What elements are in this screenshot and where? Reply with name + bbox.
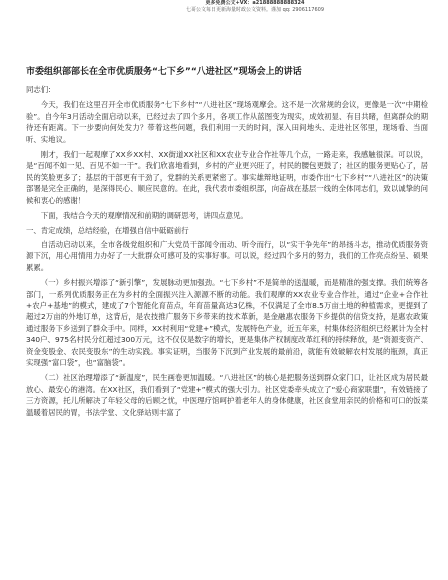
section-heading: 一、肯定成绩，总结经验，在增强自信中砥砺前行 [26, 226, 189, 236]
header-watermark [150, 0, 360, 14]
header-line-2: 七哥公文每日更新海量时政公文资料。谨加 qq: 2906117609 [185, 7, 325, 13]
subsection-rural-revitalization: （一）乡村振兴增添了“新引擎”，发展脉动更加强劲。“七下乡村”不是简单的送温暖，而是精准的强支撑。我们统筹各部门，一系列优质服务正在为乡村的全面振兴注入源源不断的动能。我们观摩的XX农业专业合作社，通过“企业+合作社+农户+基地”的模式，建成了7个智能化育苗点，年育苗量高达3亿株，不仅满足了全市8.5万亩土地的种植需求，更提到了超过2万亩的外地订单，这背后，是农技推广服务下乡带来的技术革新，是金融惠农服务下乡提供的信贷支持，是惠农政策通过服务下乡送到了群众手中。同样，XX村利用“党建+”模式，发展特色产业，近五年来，村集体经济组织已经累计为全村340户、975名村民分红超过300万元，这不仅仅是数字的增长，更是集体产权制度改革红利的持续释放，是“资源变资产、资金变股金、农民变股东”的生动实践。事实证明，当服务下沉到产业发展的最前沿，就能有效破解农村发展的瓶颈，真正实现强“富口袋”，也“富脑袋”。 [26, 278, 428, 367]
document-title: 市委组织部部长在全市优质服务“七下乡”“八进社区”现场会上的讲话 [26, 67, 302, 77]
salutation: 同志们: [26, 85, 51, 94]
paragraph-opening: 今天，我们在这里召开全市优质服务“七下乡村”“八进社区”现场观摩会。这不是一次常规的会议，更像是一次“中期检验”。自今年3月活动全面启动以来，已经过去了四个多月，各项工作从蓝图变为现实，成效初显、有目共睹，但离群众的期待还有距离。下一步要向何处发力？带着这些问题，我们利用一天的时间，深入田间地头、走进社区邻里，现场看、当面听、实地议。 [26, 100, 428, 144]
paragraph-observation: 刚才，我们一起观摩了XX乡XX村、XX街道XX社区和XX农业专业合作社等几个点，一路走来，我感触很深。可以说，是“百闻不如一见、百见不如一干”。我们欣喜地看到，乡村的产业更兴旺了，村民的腰包更鼓了；社区的服务更贴心了，居民的笑脸更多了；基层的干部更有干劲了，党群的关系更紧密了。事实雄辩地证明，市委作出“七下乡村”“八进社区”的决策部署是完全正确的，是深得民心、顺应民意的。在此，我代表市委组织部，向奋战在基层一线的全体同志们，致以诚挚的问候和衷心的感谢！ [26, 150, 428, 205]
section-intro: 自活动启动以来，全市各级党组织和广大党员干部闻令而动、听令而行，以“实干争先年”的昂扬斗志，推动优质服务资源下沉，用心用情用力办好了一大批群众可感可及的实事好事。可以说，经过四个多月的努力，我们的工作亮点纷呈、硕果累累。 [26, 239, 428, 272]
document-body [26, 84, 428, 422]
subsection-community-governance: （二）社区治理增添了“新温度”，民生画卷更加温暖。“八进社区”的核心是把服务送到群众家门口，让社区成为居民最放心、最安心的港湾。在XX社区，我们看到了“党建+”模式的强大引力。社区党委牵头成立了“爱心商家联盟”，有效链接了三方资源，托儿所解决了年轻父母的后顾之忧，中医理疗馆呵护着老年人的身体健康，社区食堂用亲民的价格和可口的饭菜温暖着居民的胃，书法学堂、文化驿站则丰富了 [26, 373, 428, 417]
paragraph-transition: 下面，我结合今天的观摩情况和前期的调研思考，讲四点意见。 [40, 211, 248, 221]
header-line-1: 更多免费公文+VX：a21888888888324 [205, 0, 305, 6]
